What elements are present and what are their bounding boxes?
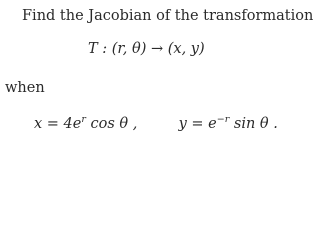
x-equation-rhs: cos θ , <box>85 116 138 132</box>
problem-prompt: Find the Jacobian of the transformation <box>22 8 314 24</box>
x-equation-exponent: r <box>81 114 86 125</box>
condition-word: when <box>5 80 45 96</box>
y-equation-rhs: sin θ . <box>229 116 278 132</box>
transformation-mapping: T : (r, θ) → (x, y) <box>88 41 205 57</box>
y-equation-lhs: y = e <box>178 116 217 132</box>
equations-row <box>34 114 278 132</box>
y-equation-exponent: −r <box>216 114 230 125</box>
x-equation-lhs: x = 4e <box>34 116 82 132</box>
x-equation <box>34 114 174 132</box>
y-equation <box>179 114 278 132</box>
